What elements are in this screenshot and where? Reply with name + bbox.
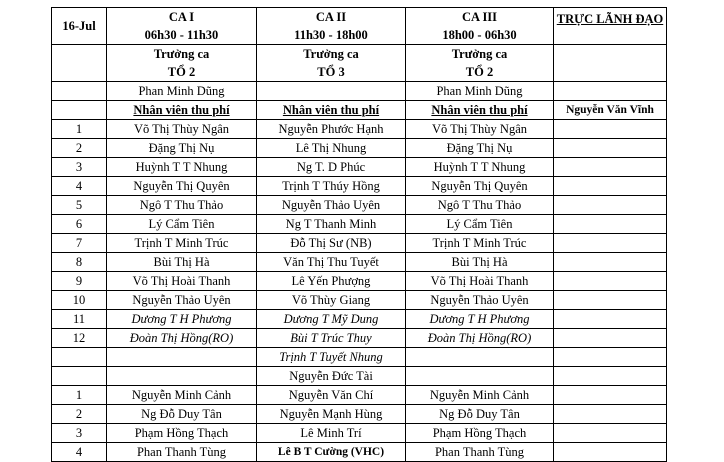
shift-3-lead bbox=[406, 45, 554, 82]
blank-cell bbox=[554, 310, 667, 329]
staff-name-c3 bbox=[406, 348, 554, 367]
shift-header-row bbox=[52, 8, 667, 45]
blank-cell bbox=[554, 386, 667, 405]
staff-name-c1: Phan Thanh Tùng bbox=[107, 443, 257, 462]
row-number: 4 bbox=[52, 443, 107, 462]
row-number: 2 bbox=[52, 405, 107, 424]
table-row bbox=[52, 215, 667, 234]
table-row bbox=[52, 310, 667, 329]
staff-name-c3: Lý Cẩm Tiên bbox=[406, 215, 554, 234]
staff-name-c2: Lê B T Cường (VHC) bbox=[257, 443, 406, 462]
staff-name-c2: Đỗ Thị Sư (NB) bbox=[257, 234, 406, 253]
table-row bbox=[52, 234, 667, 253]
shift-3-lead-role: Trưởng ca bbox=[451, 47, 508, 61]
blank-cell bbox=[554, 272, 667, 291]
shift-1-header bbox=[107, 8, 257, 45]
staff-name-c3 bbox=[406, 367, 554, 386]
staff-name-c3: Nguyễn Thảo Uyên bbox=[406, 291, 554, 310]
shift-3-name: CA III bbox=[461, 10, 498, 24]
row-number: 10 bbox=[52, 291, 107, 310]
staff-name-c1: Nguyễn Minh Cảnh bbox=[107, 386, 257, 405]
row-number: 7 bbox=[52, 234, 107, 253]
staff-name-c2: Bùi T Trúc Thuy bbox=[257, 329, 406, 348]
table-row bbox=[52, 424, 667, 443]
staff-name-c2: Văn Thị Thu Tuyết bbox=[257, 253, 406, 272]
table-row bbox=[52, 272, 667, 291]
shift-2-name: CA II bbox=[315, 10, 347, 24]
row-number: 8 bbox=[52, 253, 107, 272]
table-row bbox=[52, 139, 667, 158]
staff-name-c1: Đặng Thị Nụ bbox=[107, 139, 257, 158]
staff-name-c2: Nguyễn Văn Chí bbox=[257, 386, 406, 405]
blank-cell bbox=[554, 443, 667, 462]
table-row bbox=[52, 177, 667, 196]
staff-name-c1 bbox=[107, 348, 257, 367]
table-row bbox=[52, 120, 667, 139]
blank-cell bbox=[554, 291, 667, 310]
staff-name-c2: Nguyễn Mạnh Hùng bbox=[257, 405, 406, 424]
row-number: 1 bbox=[52, 120, 107, 139]
row-number: 9 bbox=[52, 272, 107, 291]
blank-cell bbox=[52, 45, 107, 82]
table-row bbox=[52, 291, 667, 310]
blank-cell bbox=[554, 120, 667, 139]
staff-name-c3: Phạm Hồng Thạch bbox=[406, 424, 554, 443]
shift-2-lead-team: TỔ 3 bbox=[317, 65, 345, 79]
blank-cell bbox=[554, 348, 667, 367]
staff-name-c1: Trịnh T Minh Trúc bbox=[107, 234, 257, 253]
staff-name-c3: Huỳnh T T Nhung bbox=[406, 158, 554, 177]
table-row bbox=[52, 367, 667, 386]
shift-3-header bbox=[406, 8, 554, 45]
table-row bbox=[52, 443, 667, 462]
staff-name-c2: Võ Thùy Giang bbox=[257, 291, 406, 310]
shift-3-staff-label: Nhân viên thu phí bbox=[406, 101, 554, 120]
staff-name-c3: Dương T H Phương bbox=[406, 310, 554, 329]
shift-1-name: CA I bbox=[168, 10, 195, 24]
staff-name-c3: Đoàn Thị Hồng(RO) bbox=[406, 329, 554, 348]
staff-name-c1: Võ Thị Hoài Thanh bbox=[107, 272, 257, 291]
blank-cell bbox=[554, 329, 667, 348]
staff-name-c2: Ng T. D Phúc bbox=[257, 158, 406, 177]
shift-1-lead-team: TỔ 2 bbox=[167, 65, 196, 79]
blank-cell bbox=[554, 424, 667, 443]
date-cell: 16-Jul bbox=[52, 8, 107, 45]
staff-name-c3: Phan Thanh Tùng bbox=[406, 443, 554, 462]
staff-name-c3: Nguyễn Minh Cảnh bbox=[406, 386, 554, 405]
shift-1-lead bbox=[107, 45, 257, 82]
staff-name-c3: Ngô T Thu Thảo bbox=[406, 196, 554, 215]
staff-name-c2: Dương T Mỹ Dung bbox=[257, 310, 406, 329]
blank-cell bbox=[52, 82, 107, 101]
blank-cell bbox=[554, 405, 667, 424]
row-number: 6 bbox=[52, 215, 107, 234]
shift-1-staff-label: Nhân viên thu phí bbox=[107, 101, 257, 120]
roster-table bbox=[51, 7, 667, 462]
staff-name-c1: Võ Thị Thùy Ngân bbox=[107, 120, 257, 139]
blank-cell bbox=[554, 234, 667, 253]
staff-name-c1: Bùi Thị Hà bbox=[107, 253, 257, 272]
staff-name-c1: Nguyễn Thảo Uyên bbox=[107, 291, 257, 310]
row-number: 12 bbox=[52, 329, 107, 348]
blank-cell bbox=[554, 45, 667, 82]
staff-name-c2: Trịnh T Tuyết Nhung bbox=[257, 348, 406, 367]
staff-header-row bbox=[52, 101, 667, 120]
shift-2-lead-role: Trưởng ca bbox=[303, 47, 359, 61]
shift-3-lead-name: Phan Minh Dũng bbox=[406, 82, 554, 101]
staff-name-c2: Nguyễn Đức Tài bbox=[257, 367, 406, 386]
staff-name-c3: Trịnh T Minh Trúc bbox=[406, 234, 554, 253]
shift-1-lead-name: Phan Minh Dũng bbox=[107, 82, 257, 101]
row-number bbox=[52, 348, 107, 367]
table-row bbox=[52, 405, 667, 424]
row-number: 4 bbox=[52, 177, 107, 196]
table-row bbox=[52, 196, 667, 215]
shift-2-time: 11h30 - 18h00 bbox=[294, 28, 368, 42]
row-number: 5 bbox=[52, 196, 107, 215]
staff-name-c3: Đặng Thị Nụ bbox=[406, 139, 554, 158]
table-row bbox=[52, 386, 667, 405]
staff-name-c1: Ngô T Thu Thảo bbox=[107, 196, 257, 215]
blank-cell bbox=[554, 367, 667, 386]
table-row bbox=[52, 329, 667, 348]
staff-name-c2: Nguyễn Thảo Uyên bbox=[257, 196, 406, 215]
shift-1-time: 06h30 - 11h30 bbox=[144, 28, 219, 42]
staff-name-c2: Lê Minh Trí bbox=[257, 424, 406, 443]
shift-3-lead-team: TỔ 2 bbox=[465, 65, 494, 79]
row-number: 1 bbox=[52, 386, 107, 405]
blank-cell bbox=[554, 253, 667, 272]
staff-name-c2: Lê Yến Phượng bbox=[257, 272, 406, 291]
row-number: 11 bbox=[52, 310, 107, 329]
staff-name-c1: Phạm Hồng Thạch bbox=[107, 424, 257, 443]
staff-name-c1: Dương T H Phương bbox=[107, 310, 257, 329]
blank-cell bbox=[554, 177, 667, 196]
lead-names-row bbox=[52, 82, 667, 101]
staff-name-c3: Ng Đỗ Duy Tân bbox=[406, 405, 554, 424]
leader-title: TRỰC LÃNH ĐẠO bbox=[554, 8, 667, 45]
row-number: 3 bbox=[52, 158, 107, 177]
staff-name-c3: Võ Thị Hoài Thanh bbox=[406, 272, 554, 291]
row-number bbox=[52, 367, 107, 386]
staff-name-c1: Ng Đỗ Duy Tân bbox=[107, 405, 257, 424]
staff-name-c2: Ng T Thanh Minh bbox=[257, 215, 406, 234]
staff-name-c1: Lý Cẩm Tiên bbox=[107, 215, 257, 234]
blank-cell bbox=[52, 101, 107, 120]
row-number: 3 bbox=[52, 424, 107, 443]
staff-name-c3: Võ Thị Thùy Ngân bbox=[406, 120, 554, 139]
staff-name-c1 bbox=[107, 367, 257, 386]
shift-1-lead-role: Trưởng ca bbox=[153, 47, 210, 61]
shift-2-lead bbox=[257, 45, 406, 82]
blank-cell bbox=[554, 139, 667, 158]
staff-name-c1: Huỳnh T T Nhung bbox=[107, 158, 257, 177]
row-number: 2 bbox=[52, 139, 107, 158]
blank-cell bbox=[554, 196, 667, 215]
shift-lead-row bbox=[52, 45, 667, 82]
staff-name-c1: Nguyễn Thị Quyên bbox=[107, 177, 257, 196]
shift-3-time: 18h00 - 06h30 bbox=[442, 28, 517, 42]
table-row bbox=[52, 158, 667, 177]
table-row bbox=[52, 253, 667, 272]
staff-name-c3: Bùi Thị Hà bbox=[406, 253, 554, 272]
shift-2-lead-name bbox=[257, 82, 406, 101]
staff-name-c2: Nguyễn Phước Hạnh bbox=[257, 120, 406, 139]
staff-name-c2: Lê Thị Nhung bbox=[257, 139, 406, 158]
leader-name: Nguyễn Văn Vĩnh bbox=[554, 101, 667, 120]
staff-name-c1: Đoàn Thị Hồng(RO) bbox=[107, 329, 257, 348]
blank-cell bbox=[554, 82, 667, 101]
shift-2-staff-label: Nhân viên thu phí bbox=[257, 101, 406, 120]
shift-2-header bbox=[257, 8, 406, 45]
staff-name-c3: Nguyễn Thị Quyên bbox=[406, 177, 554, 196]
staff-name-c2: Trịnh T Thúy Hồng bbox=[257, 177, 406, 196]
blank-cell bbox=[554, 215, 667, 234]
table-row bbox=[52, 348, 667, 367]
blank-cell bbox=[554, 158, 667, 177]
